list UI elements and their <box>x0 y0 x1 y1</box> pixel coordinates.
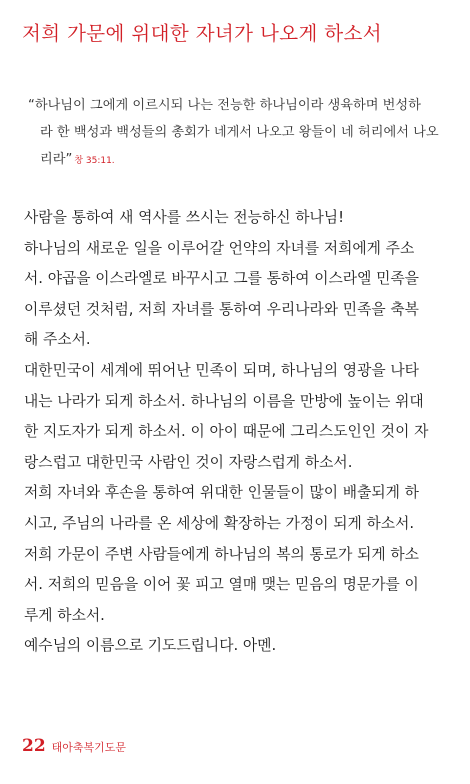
verse-line: “하나님이 그에게 이르시되 나는 전능한 하나님이라 생육하며 번성하 <box>28 98 421 113</box>
prayer-body <box>24 203 454 662</box>
page-title: 저희 가문에 위대한 자녀가 나오게 하소서 <box>22 22 383 45</box>
prayer-line: 사람을 통하여 새 역사를 쓰시는 전능하신 하나님! <box>24 209 345 226</box>
prayer-line: 한 지도자가 되게 하소서. 이 아이 때문에 그리스도인인 것이 자 <box>24 423 429 441</box>
prayer-line: 서. 저희의 믿음을 이어 꽃 피고 열매 맺는 믿음의 명문가를 이 <box>24 576 419 594</box>
verse-line-last <box>28 146 448 175</box>
prayer-line: 랑스럽고 대한민국 사람인 것이 자랑스럽게 하소서. <box>24 453 353 471</box>
page-footer <box>22 736 126 756</box>
running-footer-title: 태아축복기도문 <box>51 741 127 754</box>
verse-line-text: 리라” <box>40 152 73 167</box>
page-number: 22 <box>22 736 46 756</box>
verse-line: 라 한 백성과 백성들의 총회가 네게서 나오고 왕들이 네 허리에서 나오 <box>40 125 439 140</box>
verse-reference: 창 35:11. <box>74 156 115 166</box>
scripture-quote <box>28 92 448 175</box>
prayer-line: 저희 가문이 주변 사람들에게 하나님의 복의 통로가 되게 하소 <box>24 545 419 563</box>
prayer-line: 하나님의 새로운 일을 이루어갈 언약의 자녀를 저희에게 주소 <box>24 239 415 257</box>
prayer-line: 대한민국이 세계에 뛰어난 민족이 되며, 하나님의 영광을 나타 <box>24 361 419 379</box>
prayer-line: 해 주소서. <box>24 331 91 349</box>
prayer-line: 예수님의 이름으로 기도드립니다. 아멘. <box>24 637 277 655</box>
prayer-line: 루게 하소서. <box>24 606 105 624</box>
prayer-line: 서. 야곱을 이스라엘로 바꾸시고 그를 통하여 이스라엘 민족을 <box>24 270 419 288</box>
prayer-line: 저희 자녀와 후손을 통하여 위대한 인물들이 많이 배출되게 하 <box>24 484 419 502</box>
prayer-line: 이루셨던 것처럼, 저희 자녀를 통하여 우리나라와 민족을 축복 <box>24 300 419 318</box>
prayer-line: 내는 나라가 되게 하소서. 하나님의 이름을 만방에 높이는 위대 <box>24 392 424 410</box>
prayer-line: 시고, 주님의 나라를 온 세상에 확장하는 가정이 되게 하소서. <box>24 514 415 532</box>
